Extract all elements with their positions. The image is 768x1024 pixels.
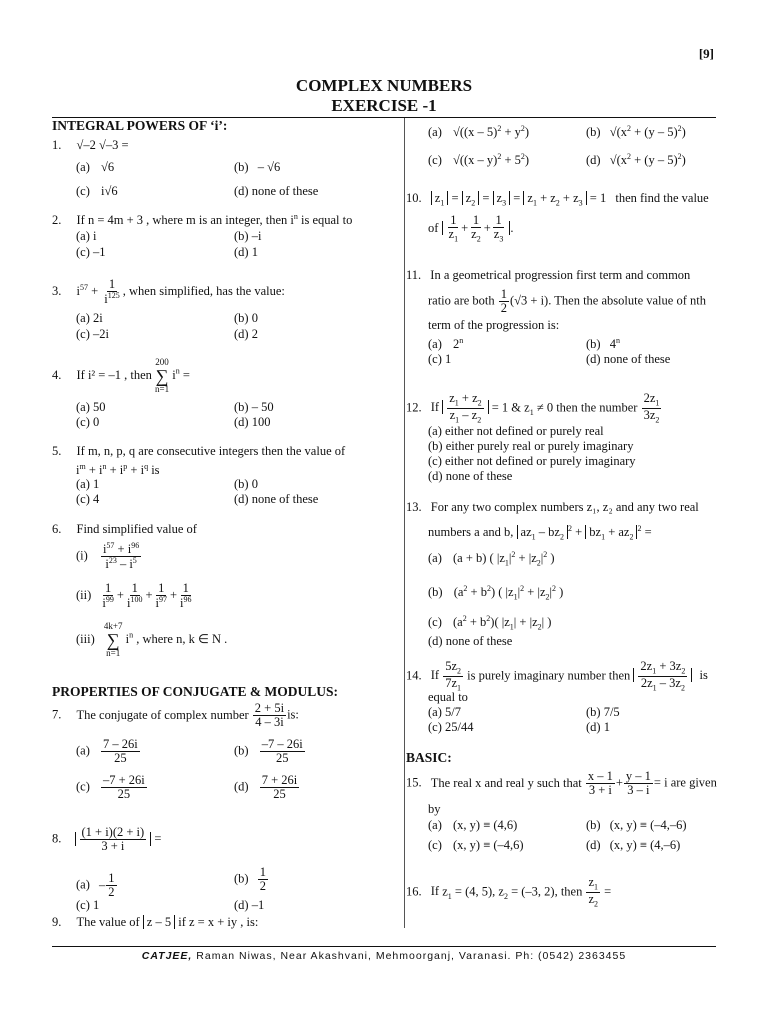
q9-option-a: (a) $√((x - 5)^2 + y^2)$ (428, 124, 530, 140)
q2-option-d: (d) 1 (234, 245, 258, 259)
option-label: (b) (586, 337, 601, 352)
q4-option-a: (a) 50 (76, 400, 106, 414)
q3-option-d: (d) 2 (234, 327, 258, 341)
q4-option-d: (d) 100 (234, 415, 271, 429)
footer-address: Raman Niwas, Near Akashvani, Mehmoorganj, Varanasi. Ph: (0542) 2363455 (192, 950, 627, 962)
q4-option-c: (c) 0 (76, 415, 100, 429)
q5-line2-text: is (148, 463, 160, 478)
q4-option-b: (b) – 50 (234, 400, 274, 414)
q6-part-ii: (ii) $\frac{1}{i^{99}}$ + $\frac{1}{i^{100}}$ + $\frac{1}{i^{97}}$ + $\frac{1}{i^{96}}$ (76, 581, 192, 611)
q11-line1: In a geometrical progression first term and common (430, 268, 691, 282)
option-label: (d) (234, 779, 249, 794)
option-label: (d) (586, 838, 601, 852)
option-label: (a) (76, 743, 90, 758)
q16-then: , then (554, 884, 583, 899)
q2-text-end: is equal to (297, 213, 353, 228)
q7-number: 7. (52, 707, 62, 722)
part-label: (ii) (76, 588, 92, 603)
q13-option-b: (b) $(a^2 + b^2)$ ( $|z_1|^2 + |z_2|^2$ ) (428, 584, 564, 602)
q14-option-d: (d) 1 (586, 720, 610, 734)
q4-number: 4. (52, 367, 62, 382)
q11-number: 11. (406, 268, 422, 282)
q5-option-d: (d) none of these (234, 492, 319, 506)
q6-part-i: (i) $\frac{i^{57} + i^{96}}{i^{23} - i^5}$ (76, 541, 140, 572)
q13-line1: For any two complex numbers z₁, z₂ and any two real (430, 500, 699, 514)
q1 (52, 138, 129, 153)
q9-number: 9. (52, 915, 62, 929)
numerator: 7 + 26i (261, 773, 298, 787)
q5-option-c: (c) 4 (76, 492, 100, 506)
footer-rule (52, 946, 716, 947)
q2: 2. If n = 4m + 3 , where m is an integer, then $i^n$ is equal to (52, 212, 353, 228)
denominator: 25 (273, 787, 286, 802)
numerator: 7 – 26i (103, 737, 138, 751)
q1-option-b: (b) – √6 (234, 160, 281, 174)
q8: 8. $\frac{(1 + i)(2 + i)}{3 + i}$ = (52, 825, 162, 854)
option-label: (a) (428, 337, 442, 352)
page-subtitle: EXERCISE -1 (331, 96, 437, 115)
q10-number: 10. (406, 191, 422, 205)
option-label: (b) (586, 818, 601, 832)
q13-line2: numbers a and b, $az_1 - bz_2^2 + bz_1 + az_2^2$ = (428, 524, 652, 542)
q3-tail: , when simplified, has the value: (122, 284, 285, 299)
q15-option-b: (b) (x, y) ≡ (–4,–6) (586, 818, 687, 832)
q14-if: If (430, 668, 440, 683)
denominator: 25 (275, 751, 289, 766)
q10-line2: of $\frac{1}{z_1}$ + $\frac{1}{z_2}$ + $\frac{1}{z_3}$ . (428, 213, 514, 244)
q15-option-a: (a) (x, y) ≡ (4,6) (428, 818, 518, 832)
q12-option-b: (b) either purely real or purely imaginary (428, 439, 634, 453)
q3: 3. $i^{57}$ + $\frac{1}{i^{125}}$ , when simplified, has the value: (52, 277, 285, 307)
q9-option-d: (d) $√(x^2 + (y - 5)^2)$ (586, 152, 686, 168)
section-integral-powers: INTEGRAL POWERS OF ‘i’: (52, 118, 228, 133)
option-label: (c) (76, 779, 90, 794)
q12-option-a: (a) either not defined or purely real (428, 424, 604, 438)
denominator: 25 (114, 751, 127, 766)
q3-option-a: (a) 2i (76, 311, 103, 325)
option-label: (a) (428, 818, 442, 832)
q6-iii-tail: , where n, k ∈ N . (136, 631, 228, 646)
q11-option-c: (c) 1 (428, 352, 452, 366)
option-label: (b) (428, 585, 443, 600)
option-label: (a) (428, 125, 442, 140)
option-label: (a) (428, 551, 442, 566)
option-label: (c) (428, 153, 442, 168)
q1-option-d: (d) none of these (234, 184, 319, 198)
q1-number: 1. (52, 138, 62, 152)
option-label: (b) (234, 743, 249, 758)
numerator: –7 + 26i (103, 773, 145, 787)
q15-line2: by (428, 802, 441, 816)
part-label: (iii) (76, 631, 95, 646)
q5-line1: If m, n, p, q are consecutive integers then the value of (76, 444, 346, 458)
q10-of: of (428, 220, 439, 235)
q2-text: If n = 4m + 3 , where m is an integer, then i (76, 213, 294, 228)
sum-symbol: 4k+7 ∑ n=1 (103, 621, 123, 658)
q2-number: 2. (52, 213, 62, 228)
page-title: COMPLEX NUMBERS (295, 76, 473, 95)
option-label: (a) (76, 160, 90, 174)
q7-option-d (234, 774, 300, 801)
q8-option-c: (c) 1 (76, 898, 100, 912)
q11 (406, 268, 690, 283)
q12-number: 12. (406, 400, 422, 415)
option-label: (b) (586, 125, 601, 140)
q4-text: If i² = –1 , then (76, 367, 152, 382)
q15-text: The real x and real y such that (430, 775, 582, 790)
q12-if: If (430, 400, 440, 415)
q16: 16. If $z_1 = (4$, 5), $z_2 = (-3$, 2), then $\frac{z_1}{z_2}$ = (406, 875, 612, 909)
q2-option-c: (c) –1 (76, 245, 106, 259)
sum-symbol: 200 ∑ n=1 (155, 357, 170, 394)
q11-line2: ratio are both $\frac{1}{2}$ (√3 + i). Then the absolute value of nth (428, 287, 706, 316)
option-label: (b) (234, 871, 249, 886)
q9-text: The value of (76, 915, 140, 929)
q15-option-c: (c) (x, y) ≡ (–4,6) (428, 838, 524, 852)
q3-option-b: (b) 0 (234, 311, 258, 325)
option-label: (c) (428, 838, 442, 852)
q5-option-a: (a) 1 (76, 477, 100, 491)
option-label: (a) (76, 877, 90, 892)
q14-number: 14. (406, 668, 422, 683)
q13-number: 13. (406, 500, 422, 514)
q15: 15. The real x and real y such that $\frac{x - 1}{3 + i}$ + $\frac{y - 1}{3 - i}$ = i are given (406, 769, 717, 798)
q9-tail: if z = x + iy , is: (178, 915, 259, 929)
q7-tail: is: (287, 707, 299, 722)
q7-text: The conjugate of complex number (76, 707, 249, 722)
q5-number: 5. (52, 444, 62, 458)
q13 (406, 500, 699, 515)
q12-option-c: (c) either not defined or purely imaginary (428, 454, 636, 468)
q14-tail: is (699, 668, 708, 683)
q5-line2: $i^m + i^n + i^p + i^q$ is (76, 462, 160, 478)
q14-option-a: (a) 5/7 (428, 705, 461, 719)
q11-line2b: . Then the absolute value of nth (548, 293, 706, 308)
q11-option-d: (d) none of these (586, 352, 671, 366)
q11-line2a: ratio are both (428, 293, 495, 308)
part-label: (i) (76, 548, 88, 563)
q1-option-c: (c) i√6 (76, 184, 118, 198)
q13-option-a: (a) (a + b) ( $|z_1|^2 + |z_2|^2$ ) (428, 550, 555, 568)
q8-option-d: (d) –1 (234, 898, 265, 912)
q13-option-c: (c) $(a^2 + b^2)$( $|z_1| + |z_2|$ ) (428, 614, 552, 632)
denominator: 25 (117, 787, 131, 802)
q12-option-d: (d) none of these (428, 469, 513, 483)
footer-brand: CATJEE, (141, 950, 193, 962)
q15-tail: are given (670, 775, 717, 790)
q11-option-b: (b) 4$^n$ (586, 336, 620, 352)
option-label: (d) (586, 153, 601, 168)
q6-number: 6. (52, 522, 62, 536)
q14-option-b: (b) 7/5 (586, 705, 620, 719)
q5 (52, 444, 345, 459)
q9-option-c: (c) $√((x - y)^2 + 5^2)$ (428, 152, 530, 168)
q8-option-b: (b) $\frac{1}{2}$ (234, 865, 266, 894)
q1-expression: √–2 √–3 = (76, 138, 129, 152)
q10: 10. $z_1 = z_2 = z_3 = z_1 + z_2 + z_3 = 1$ then find the value (406, 191, 709, 208)
q9-option-b: (b) $√(x^2 + (y - 5)^2)$ (586, 124, 686, 140)
section-basic: BASIC: (406, 750, 452, 765)
q12: 12. If $\frac{z_1 + z_2}{z_1 - z_2}$ = 1 & $z_1 \ne 0$ then the number $\frac{2z_1}{3z_2}$ (406, 391, 660, 425)
q4: 4. If i² = –1 , then 200 ∑ n=1 $i^n$ = (52, 357, 190, 394)
q15-option-d: (d) (x, y) ≡ (4,–6) (586, 838, 681, 852)
q13-line2-text: numbers a and b, (428, 525, 514, 540)
q8-number: 8. (52, 831, 62, 846)
q16-text: If (430, 884, 440, 899)
option-label: (b) (234, 160, 249, 174)
q7-option-b (234, 738, 306, 765)
numerator: –7 – 26i (261, 737, 303, 751)
column-divider (404, 118, 405, 928)
q14: 14. If $\frac{5z_2}{7z_1}$ is purely imaginary number then $\frac{2z_1 + 3z_2}{2z_1 - 3z_2}$ is (406, 659, 708, 693)
q11-option-a: (a) 2$^n$ (428, 336, 464, 352)
q15-number: 15. (406, 775, 422, 790)
q6-part-iii: (iii) 4k+7 ∑ n=1 $i^n$ , where n, k ∈ N . (76, 621, 228, 658)
q12-mid: then the number (556, 400, 638, 415)
q8-option-a: (a) – $\frac{1}{2}$ (76, 871, 115, 900)
q14-mid: is purely imaginary number then (467, 668, 631, 683)
q13-option-d: (d) none of these (428, 634, 513, 648)
q5-option-b: (b) 0 (234, 477, 258, 491)
q2-option-a: (a) i (76, 229, 97, 243)
q2-option-b: (b) –i (234, 229, 262, 243)
q1-option-a: (a) √6 (76, 160, 115, 174)
q11-line3: term of the progression is: (428, 318, 560, 332)
option-label: (c) (428, 615, 442, 630)
q6 (52, 522, 197, 537)
q7-option-a (76, 738, 141, 765)
option-label: (c) (76, 184, 90, 198)
q14-option-c: (c) 25/44 (428, 720, 474, 734)
q3-number: 3. (52, 284, 62, 299)
section-conjugate-modulus: PROPERTIES OF CONJUGATE & MODULUS: (52, 684, 339, 699)
q14-line2: equal to (428, 690, 468, 704)
q9: 9. The value of z – 5 if z = x + iy , is: (52, 915, 259, 929)
q7: 7. The conjugate of complex number $\frac{2 + 5i}{4 - 3i}$ is: (52, 701, 299, 730)
q3-option-c: (c) –2i (76, 327, 109, 341)
q6-text: Find simplified value of (76, 522, 197, 536)
q10-tail: then find the value (615, 191, 709, 205)
q16-number: 16. (406, 884, 422, 899)
page-number: [9] (698, 46, 714, 61)
footer (0, 950, 768, 962)
q7-option-c (76, 774, 148, 801)
